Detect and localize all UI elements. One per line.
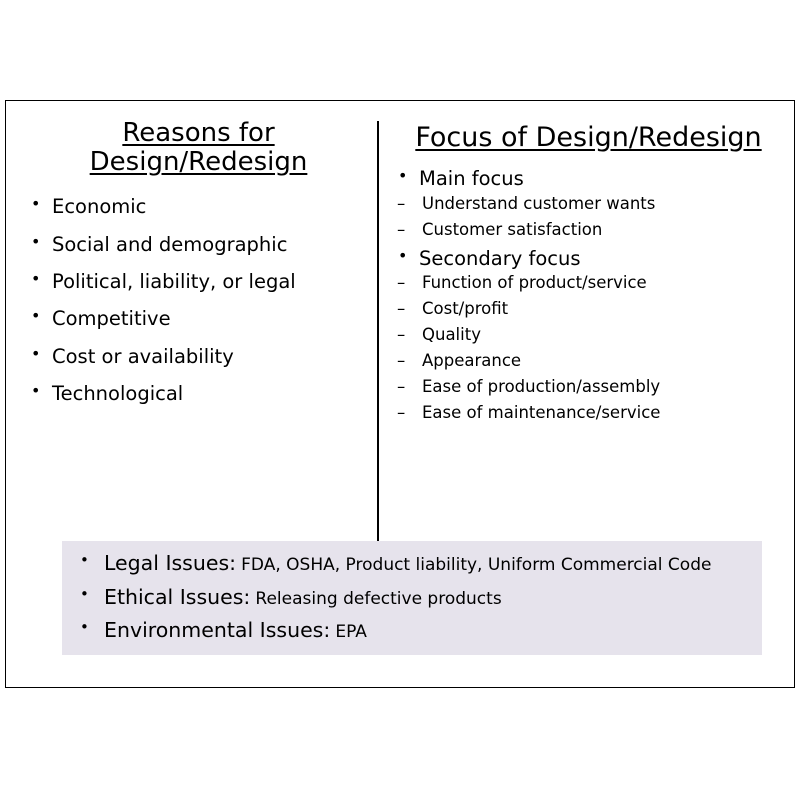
sub-list-item: – Ease of maintenance/service	[391, 404, 786, 423]
issue-label: Legal Issues:	[104, 551, 237, 575]
sub-list	[391, 195, 786, 240]
list-item: • Main focus	[391, 167, 786, 190]
list-item: • Social and demographic	[26, 233, 371, 256]
sub-list-item: – Ease of production/assembly	[391, 378, 786, 397]
list-item: • Secondary focus	[391, 247, 786, 270]
issue-label: Ethical Issues:	[104, 584, 251, 609]
issue-text: FDA, OSHA, Product liability, Uniform Commercial Code	[241, 555, 712, 575]
sub-list-item: – Cost/profit	[391, 300, 786, 319]
left-column	[26, 119, 371, 420]
right-column-title-text: Focus of Design/Redesign	[415, 122, 762, 153]
right-column-title	[391, 123, 786, 153]
right-column	[391, 123, 786, 430]
sub-list-item: – Function of product/service	[391, 274, 786, 293]
list-item	[72, 551, 752, 576]
sub-list-item: – Appearance	[391, 352, 786, 371]
list-item: • Competitive	[26, 307, 371, 330]
issues-box	[62, 541, 762, 655]
list-item: • Cost or availability	[26, 345, 371, 368]
left-column-list	[26, 195, 371, 405]
slide	[5, 100, 795, 688]
sub-list	[391, 274, 786, 423]
list-item	[72, 585, 752, 610]
sub-list-item: – Understand customer wants	[391, 195, 786, 214]
sub-list-item: – Customer satisfaction	[391, 221, 786, 240]
sub-list-item: – Quality	[391, 326, 786, 345]
issue-label: Environmental Issues:	[104, 618, 331, 643]
right-column-list	[391, 167, 786, 423]
list-item: • Economic	[26, 195, 371, 218]
issue-text: Releasing defective products	[255, 588, 502, 609]
list-item: • Political, liability, or legal	[26, 270, 371, 293]
list-item	[72, 618, 752, 643]
issues-list	[72, 551, 752, 643]
list-item: • Technological	[26, 382, 371, 405]
column-divider	[377, 121, 379, 551]
issue-text: EPA	[335, 622, 367, 643]
slide-columns	[6, 101, 794, 541]
left-column-title-text: Reasons for Design/Redesign	[89, 118, 308, 178]
left-column-title	[26, 119, 371, 177]
